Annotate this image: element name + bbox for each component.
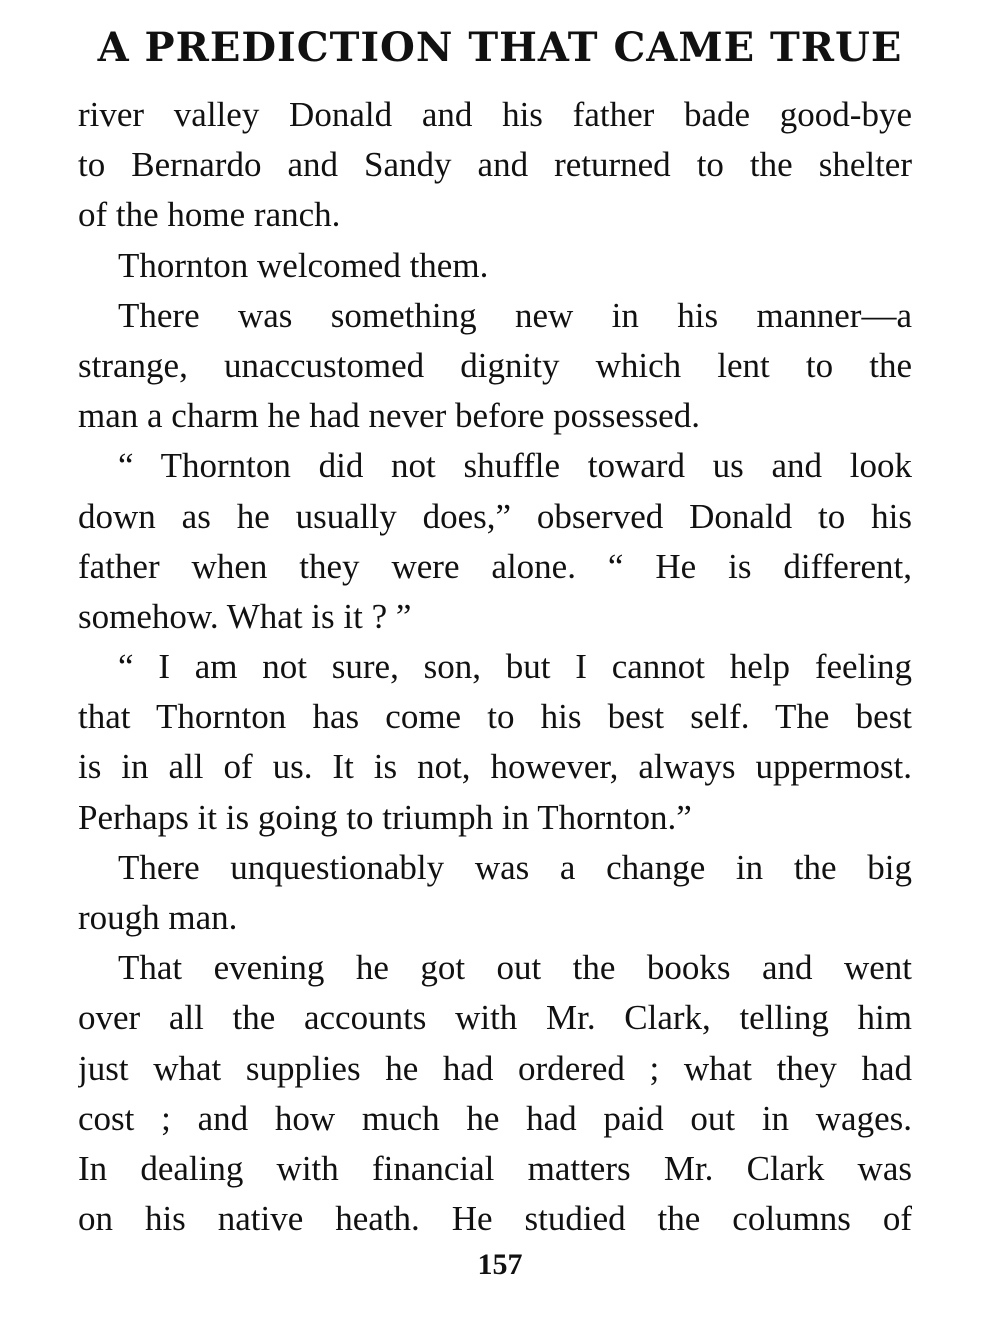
text-line: That evening he got out the books and went (118, 948, 912, 988)
body-text (78, 90, 912, 1244)
text-line: strange, unaccustomed dignity which lent to the (78, 345, 912, 385)
text-line: father when they were alone. “ He is different, (78, 546, 912, 586)
text-line: just what supplies he had ordered ; what they had (78, 1048, 912, 1088)
text-line: “ I am not sure, son, but I cannot help feeling (118, 647, 912, 687)
text-line: Perhaps it is going to triumph in Thornton.” (78, 797, 692, 837)
text-line: cost ; and how much he had paid out in wages. (78, 1098, 912, 1138)
text-line: In dealing with financial matters Mr. Clark was (78, 1148, 912, 1188)
page-number: 157 (477, 1248, 523, 1281)
text-line: rough man. (78, 898, 238, 937)
text-line: of the home ranch. (78, 195, 341, 235)
text-line: man a charm he had never before possessed. (78, 396, 700, 436)
text-line: There unquestionably was a change in the big (118, 847, 912, 887)
text-line: somehow. What is it ? ” (78, 596, 412, 636)
text-line: on his native heath. He studied the columns of (78, 1199, 912, 1239)
text-line: river valley Donald and his father bade good-bye (78, 95, 912, 134)
text-line: Thornton welcomed them. (118, 245, 489, 285)
text-line: that Thornton has come to his best self. The best (78, 697, 912, 737)
text-line: “ Thornton did not shuffle toward us and look (118, 446, 912, 486)
text-line: is in all of us. It is not, however, always uppermost. (78, 747, 912, 787)
text-line: down as he usually does,” observed Donald to his (78, 496, 912, 536)
text-line: There was something new in his manner—a (118, 295, 912, 335)
text-line: to Bernardo and Sandy and returned to the shelter (78, 145, 912, 185)
running-head-title: A PREDICTION THAT CAME TRUE (97, 24, 903, 71)
text-line: over all the accounts with Mr. Clark, telling him (78, 998, 912, 1038)
